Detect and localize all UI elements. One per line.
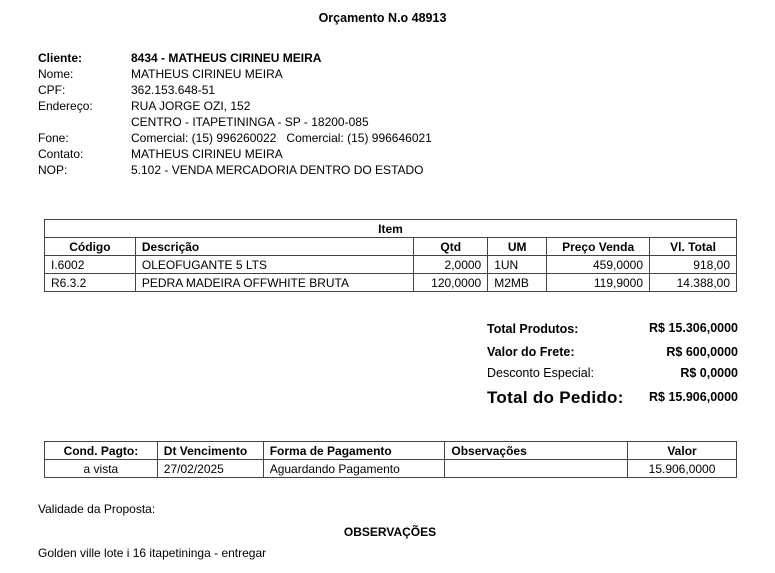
cell-dt-vencimento: 27/02/2025	[157, 460, 263, 478]
nome-label: Nome:	[38, 67, 74, 81]
endereco-label: Endereço:	[38, 99, 93, 113]
col-valor: Valor	[628, 442, 737, 460]
fone-label: Fone:	[38, 131, 69, 145]
validade-label: Validade da Proposta:	[38, 502, 156, 516]
cliente-value: 8434 - MATHEUS CIRINEU MEIRA	[131, 51, 322, 65]
valor-frete-value: R$ 600,0000	[666, 345, 738, 359]
total-pedido-label: Total do Pedido:	[487, 388, 624, 407]
cell-observacoes	[445, 460, 628, 478]
cpf-label: CPF:	[38, 83, 66, 97]
table-row	[45, 460, 737, 478]
fone-value: Comercial: (15) 996260022 Comercial: (15) 996646021	[131, 131, 432, 145]
col-codigo: Código	[45, 238, 136, 256]
cell-qtd: 120,0000	[414, 274, 488, 292]
cell-forma-pagamento: Aguardando Pagamento	[263, 460, 445, 478]
cell-codigo: R6.3.2	[45, 274, 136, 292]
endereco-line2: CENTRO - ITAPETININGA - SP - 18200-085	[131, 115, 369, 129]
cell-descricao: PEDRA MADEIRA OFFWHITE BRUTA	[135, 274, 413, 292]
col-cond-pagto: Cond. Pagto:	[45, 442, 158, 460]
cell-qtd: 2,0000	[414, 256, 488, 274]
col-preco-venda: Preço Venda	[547, 238, 650, 256]
table-row	[45, 274, 737, 292]
payment-header-row	[45, 442, 737, 460]
cell-um: M2MB	[488, 274, 547, 292]
cell-valor: 15.906,0000	[628, 460, 737, 478]
items-table-title: Item	[45, 220, 737, 238]
cpf-value: 362.153.648-51	[131, 83, 216, 97]
col-descricao: Descrição	[135, 238, 413, 256]
observacoes-title: OBSERVAÇÕES	[343, 525, 437, 539]
col-vl-total: Vl. Total	[650, 238, 737, 256]
valor-frete-label: Valor do Frete:	[487, 345, 575, 359]
cliente-label: Cliente:	[38, 51, 83, 65]
contato-label: Contato:	[38, 147, 84, 161]
total-produtos-value: R$ 15.306,0000	[649, 321, 738, 335]
observacoes-text: Golden ville lote i 16 itapetininga - entregar	[38, 546, 267, 560]
cell-um: 1UN	[488, 256, 547, 274]
total-pedido-value: R$ 15.906,0000	[649, 390, 738, 404]
cell-total: 918,00	[650, 256, 737, 274]
col-qtd: Qtd	[414, 238, 488, 256]
nome-value: MATHEUS CIRINEU MEIRA	[131, 67, 283, 81]
nop-label: NOP:	[38, 163, 68, 177]
col-observacoes: Observações	[445, 442, 628, 460]
cell-cond-pagto: a vista	[45, 460, 158, 478]
table-row	[45, 256, 737, 274]
total-produtos-label: Total Produtos:	[487, 322, 579, 336]
items-header-row	[45, 238, 737, 256]
payment-table	[44, 441, 737, 478]
desconto-label: Desconto Especial:	[487, 366, 595, 380]
cell-codigo: I.6002	[45, 256, 136, 274]
col-forma-pagamento: Forma de Pagamento	[263, 442, 445, 460]
contato-value: MATHEUS CIRINEU MEIRA	[131, 147, 283, 161]
col-um: UM	[488, 238, 547, 256]
document-title: Orçamento N.o 48913	[318, 11, 447, 25]
col-dt-vencimento: Dt Vencimento	[157, 442, 263, 460]
cell-total: 14.388,00	[650, 274, 737, 292]
items-table	[44, 219, 737, 292]
endereco-line1: RUA JORGE OZI, 152	[131, 99, 251, 113]
nop-value: 5.102 - VENDA MERCADORIA DENTRO DO ESTADO	[131, 163, 424, 177]
cell-preco: 459,0000	[547, 256, 650, 274]
cell-preco: 119,9000	[547, 274, 650, 292]
desconto-value: R$ 0,0000	[680, 366, 738, 380]
cell-descricao: OLEOFUGANTE 5 LTS	[135, 256, 413, 274]
